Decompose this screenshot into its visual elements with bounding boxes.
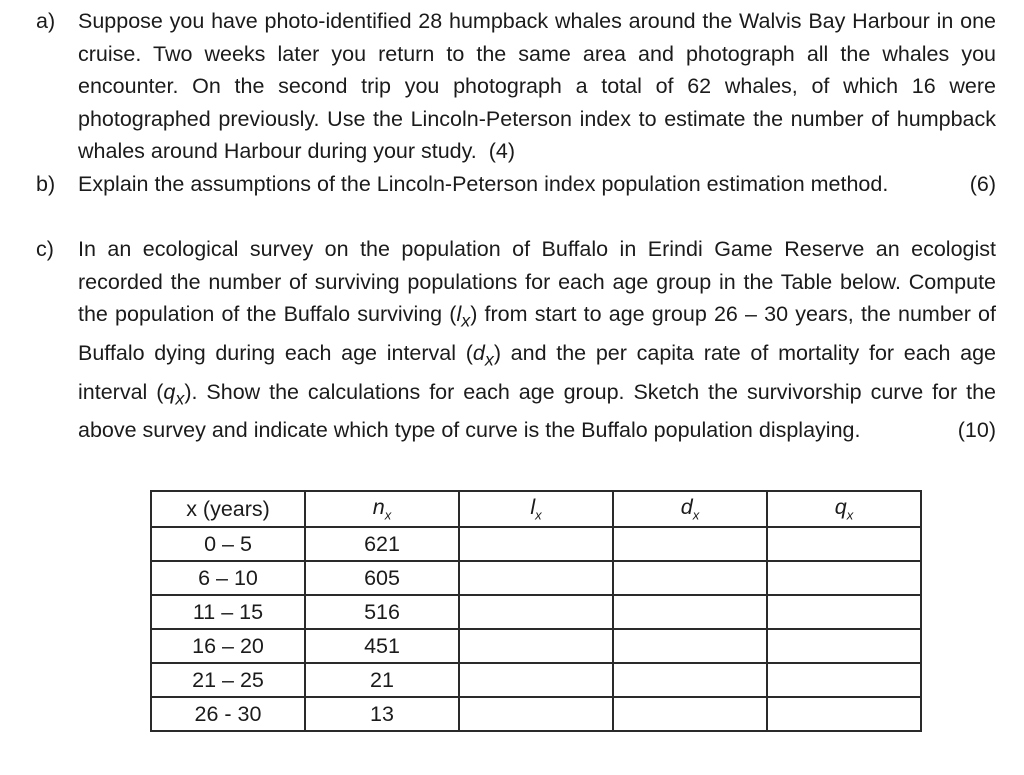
question-c-text-1: In an ecological survey on the population of Buffalo in Erindi Game Reserve an ecologist recorded the number of surviving populations for each age group in the Table below. Compute the population of the Buffalo surviving ( <box>78 237 996 326</box>
age-cell: 21 – 25 <box>151 663 305 697</box>
question-c-text-4: ). Show the calculations for each age group. Sketch the survivorship curve for the above survey and indicate which type of curve is the Buffalo population displaying. <box>78 379 996 443</box>
question-c <box>36 233 996 447</box>
lx-cell[interactable] <box>459 595 613 629</box>
header-lx-symbol: l <box>530 495 536 520</box>
header-lx <box>459 491 613 527</box>
age-cell: 26 - 30 <box>151 697 305 731</box>
table-row <box>151 561 921 595</box>
age-cell: 11 – 15 <box>151 595 305 629</box>
qx-cell[interactable] <box>767 595 921 629</box>
header-qx-subscript: x <box>846 507 854 523</box>
question-b-text: Explain the assumptions of the Lincoln-Peterson index population estimation method. <box>78 172 889 196</box>
question-a-text: Suppose you have photo-identified 28 humpback whales around the Walvis Bay Harbour in one cruise. Two weeks later you return to the same area and photograph all the whales you encounter. On the second trip you photograph a total of 62 whales, of which 16 were photographed previously. Use the Lincoln-Peterson index to estimate the number of humpback whales around Harbour during your study. <box>78 9 996 163</box>
question-a-label: a) <box>36 9 56 33</box>
dx-subscript: x <box>484 349 494 370</box>
age-cell: 0 – 5 <box>151 527 305 561</box>
question-c-label: c) <box>36 237 54 261</box>
header-qx-symbol: q <box>834 495 847 520</box>
survival-table <box>150 490 922 732</box>
dx-cell[interactable] <box>613 595 767 629</box>
question-c-text-2: ) from start to age group 26 – 30 years, the number of Buffalo dying during each age interval ( <box>78 302 996 365</box>
lx-subscript: x <box>461 310 471 331</box>
question-b-marks: (6) <box>969 172 996 196</box>
question-b-label: b) <box>36 172 56 196</box>
table-row <box>151 527 921 561</box>
qx-cell[interactable] <box>767 527 921 561</box>
nx-cell: 21 <box>305 663 459 697</box>
question-a <box>36 5 996 168</box>
qx-cell[interactable] <box>767 629 921 663</box>
dx-cell[interactable] <box>613 663 767 697</box>
table-row <box>151 663 921 697</box>
qx-subscript: x <box>175 387 185 408</box>
nx-cell: 605 <box>305 561 459 595</box>
dx-cell[interactable] <box>613 561 767 595</box>
question-a-marks: (4) <box>488 139 516 163</box>
qx-symbol: q <box>163 379 176 404</box>
lx-cell[interactable] <box>459 629 613 663</box>
question-c-text-block <box>78 233 996 447</box>
age-cell: 6 – 10 <box>151 561 305 595</box>
header-nx <box>305 491 459 527</box>
question-c-text-3: ) and the per capita rate of mortality for each age interval ( <box>78 340 996 404</box>
header-qx <box>767 491 921 527</box>
table-row <box>151 697 921 731</box>
lx-cell[interactable] <box>459 561 613 595</box>
lx-symbol: l <box>456 302 462 326</box>
question-b <box>36 168 996 201</box>
qx-cell[interactable] <box>767 561 921 595</box>
header-dx <box>613 491 767 527</box>
question-a-text-block <box>78 5 996 168</box>
nx-cell: 451 <box>305 629 459 663</box>
lx-cell[interactable] <box>459 527 613 561</box>
header-lx-subscript: x <box>535 507 542 523</box>
dx-cell[interactable] <box>613 629 767 663</box>
nx-cell: 516 <box>305 595 459 629</box>
question-b-text-block <box>78 168 996 201</box>
lx-cell[interactable] <box>459 697 613 731</box>
dx-cell[interactable] <box>613 697 767 731</box>
qx-cell[interactable] <box>767 663 921 697</box>
dx-cell[interactable] <box>613 527 767 561</box>
table-header-row <box>151 491 921 527</box>
header-nx-subscript: x <box>384 507 392 523</box>
lx-cell[interactable] <box>459 663 613 697</box>
nx-cell: 621 <box>305 527 459 561</box>
header-dx-subscript: x <box>692 507 700 523</box>
dx-symbol: d <box>472 340 485 365</box>
table-row <box>151 629 921 663</box>
nx-cell: 13 <box>305 697 459 731</box>
header-nx-symbol: n <box>372 495 385 520</box>
header-dx-symbol: d <box>680 495 693 520</box>
age-cell: 16 – 20 <box>151 629 305 663</box>
qx-cell[interactable] <box>767 697 921 731</box>
table-row <box>151 595 921 629</box>
question-c-marks: (10) <box>957 418 996 443</box>
header-age: x (years) <box>151 491 305 527</box>
